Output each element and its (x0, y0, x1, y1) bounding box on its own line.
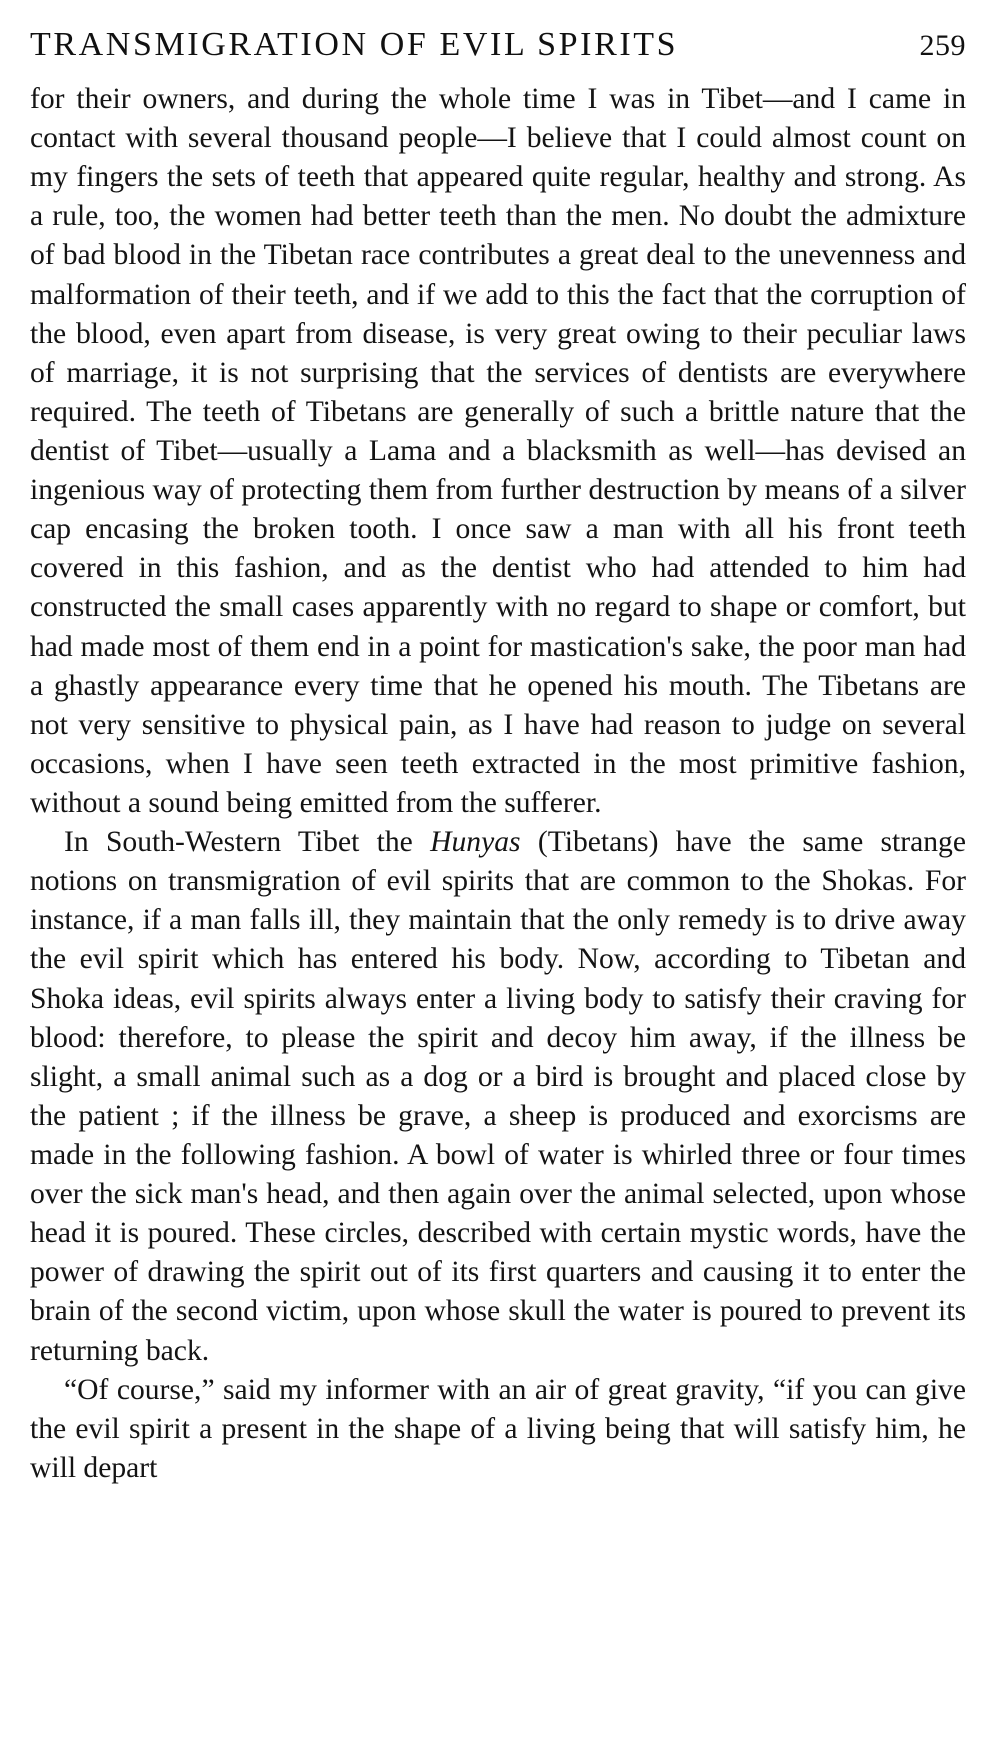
body-text (30, 80, 966, 1488)
paragraph-hunyas-part2: (Tibetans) have the same strange notions on transmigration of evil spirits that are common to the Shokas. For instance, if a man falls ill, they maintain that the only remedy is to drive away the evil spirit which has entered his body. Now, according to Tibetan and Shoka ideas, evil spirits always enter a living body to satisfy their craving for blood: therefore, to please the spirit and decoy him away, if the illness be slight, a small animal such as a dog or a bird is brought and placed close by the patient ; if the illness be grave, a sheep is produced and exorcisms are made in the following fashion. A bowl of water is whirled three or four times over the sick man's head, and then again over the animal selected, upon whose head it is poured. These circles, described with certain mystic words, have the power of drawing the spirit out of its first quarters and causing it to enter the brain of the second victim, upon whose skull the water is poured to prevent its returning back. (30, 826, 966, 1367)
paragraph-hunyas (30, 823, 966, 1371)
paragraph-teeth: for their owners, and during the whole time I was in Tibet—and I came in contact with several thousand people—I believe that I could almost count on my fingers the sets of teeth that appeared quite regular, healthy and strong. As a rule, too, the women had better teeth than the men. No doubt the admixture of bad blood in the Tibetan race contributes a great deal to the unevenness and malformation of their teeth, and if we add to this the fact that the corruption of the blood, even apart from disease, is very great owing to their peculiar laws of marriage, it is not surprising that the services of dentists are everywhere required. The teeth of Tibetans are generally of such a brittle nature that the dentist of Tibet—usually a Lama and a blacksmith as well—has devised an ingenious way of protecting them from further destruction by means of a silver cap encasing the broken tooth. I once saw a man with all his front teeth covered in this fashion, and as the dentist who had attended to him had constructed the small cases apparently with no regard to shape or comfort, but had made most of them end in a point for mastication's sake, the poor man had a ghastly appearance every time that he opened his mouth. The Tibetans are not very sensitive to physical pain, as I have had reason to judge on several occasions, when I have seen teeth extracted in the most primitive fashion, without a sound being emitted from the sufferer. (30, 83, 966, 819)
page-title: TRANSMIGRATION OF EVIL SPIRITS (30, 26, 679, 63)
page-number: 259 (919, 29, 966, 62)
running-head (30, 26, 966, 64)
paragraph-hunyas-part1: In South-Western Tibet the (64, 826, 431, 859)
paragraph-of-course: “Of course,” said my informer with an air of great gravity, “if you can give the evil spirit a present in the shape of a living being that will satisfy him, he will depart (30, 1373, 966, 1484)
italic-term-hunyas: Hunyas (430, 826, 521, 859)
